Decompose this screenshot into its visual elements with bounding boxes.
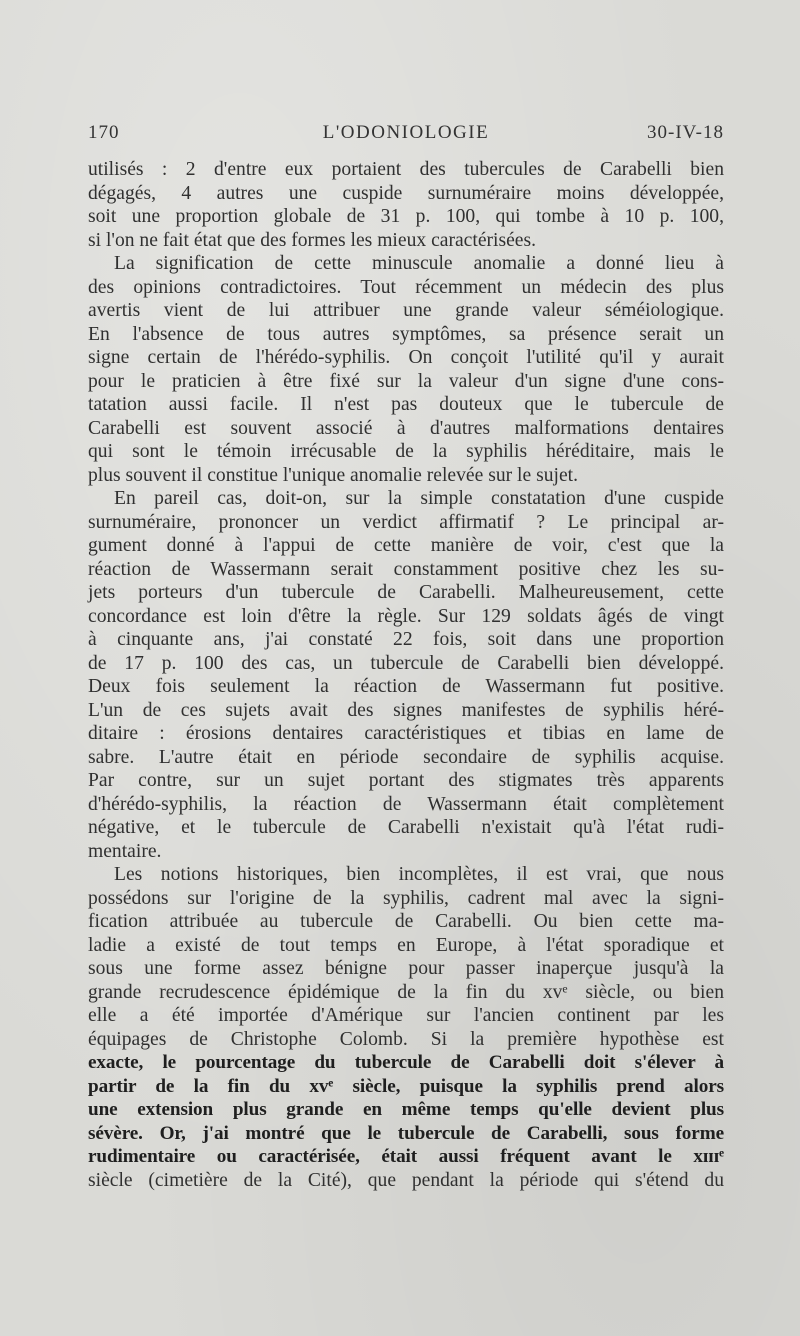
paragraph-start-line: Les notions historiques, bien incomplètes, il est vrai, que nous: [114, 864, 724, 885]
text-line: fication attribuée au tubercule de Carabelli. Ou bien cette ma-: [88, 911, 724, 932]
text-line: sabre. L'autre était en période secondaire de syphilis acquise.: [88, 746, 724, 768]
text-line: partir de la fin du xvᵉ siècle, puisque la syphilis prend alors: [88, 1075, 724, 1097]
text-line: signe certain de l'hérédo-syphilis. On conçoit l'utilité qu'il y aurait: [88, 347, 724, 368]
text-line: L'un de ces sujets avait des signes manifestes de syphilis héré-: [88, 699, 724, 721]
text-line: sévère. Or, j'ai montré que le tubercule de Carabelli, sous forme: [88, 1122, 724, 1144]
dark-print-region: [88, 1051, 724, 1192]
text-line: une extension plus grande en même temps qu'elle devient plus: [88, 1099, 724, 1120]
article-body: [88, 158, 724, 1192]
text-line: de 17 p. 100 des cas, un tubercule de Carabelli bien développé.: [88, 652, 724, 674]
text-line: elle a été importée d'Amérique sur l'ancien continent par les: [88, 1005, 724, 1026]
text-line: négative, et le tubercule de Carabelli n'existait qu'à l'état rudi-: [88, 817, 724, 838]
text-line: tatation aussi facile. Il n'est pas douteux que le tubercule de: [88, 394, 724, 415]
journal-title: L'ODONIOLOGIE: [322, 122, 490, 143]
text-line: gument donné à l'appui de cette manière de voir, c'est que la: [88, 535, 724, 556]
text-line: grande recrudescence épidémique de la fin du xvᵉ siècle, ou bien: [88, 981, 724, 1003]
text-line: qui sont le témoin irrécusable de la syphilis héréditaire, mais le: [88, 441, 724, 462]
text-line: soit une proportion globale de 31 p. 100, qui tombe à 10 p. 100,: [88, 206, 724, 227]
text-line: En l'absence de tous autres symptômes, sa présence serait un: [88, 323, 724, 345]
text-line: d'hérédo-syphilis, la réaction de Wassermann était complètement: [88, 793, 724, 815]
text-line: concordance est loin d'être la règle. Sur 129 soldats âgés de vingt: [88, 605, 724, 627]
text-line: réaction de Wassermann serait constamment positive chez les su-: [88, 558, 724, 580]
text-line: surnuméraire, prononcer un verdict affirmatif ? Le principal ar-: [88, 511, 724, 533]
text-line: avertis vient de lui attribuer une grande valeur séméiologique.: [88, 300, 724, 321]
text-line: si l'on ne fait état que des formes les mieux caractérisées.: [88, 229, 537, 251]
page-number: 170: [88, 122, 120, 143]
text-line: dégagés, 4 autres une cuspide surnuméraire moins développée,: [88, 182, 724, 204]
text-line: à cinquante ans, j'ai constaté 22 fois, soit dans une proportion: [88, 629, 724, 650]
issue-date: 30-IV-18: [647, 122, 724, 143]
text-line: Par contre, sur un sujet portant des stigmates très apparents: [88, 770, 724, 791]
text-line: équipages de Christophe Colomb. Si la première hypothèse est: [88, 1028, 724, 1050]
text-line: pour le praticien à être fixé sur la valeur d'un signe d'une cons-: [88, 370, 724, 392]
text-line: mentaire.: [88, 840, 162, 862]
text-line: des opinions contradictoires. Tout récemment un médecin des plus: [88, 276, 724, 298]
text-line: jets porteurs d'un tubercule de Carabelli. Malheureusement, cette: [88, 582, 724, 603]
text-line: Deux fois seulement la réaction de Wassermann fut positive.: [88, 676, 724, 697]
text-line: ditaire : érosions dentaires caractéristiques et tibias en lame de: [88, 723, 724, 744]
text-line: sous une forme assez bénigne pour passer inaperçue jusqu'à la: [88, 958, 724, 979]
text-line: ladie a existé de tout temps en Europe, à l'état sporadique et: [88, 934, 724, 956]
text-line: utilisés : 2 d'entre eux portaient des tubercules de Carabelli bien: [88, 159, 724, 180]
text-line: possédons sur l'origine de la syphilis, cadrent mal avec la signi-: [88, 887, 724, 909]
text-line: Carabelli est souvent associé à d'autres malformations dentaires: [88, 417, 724, 439]
text-line: rudimentaire ou caractérisée, était aussi fréquent avant le xɪɪɪᵉ: [88, 1146, 724, 1167]
paragraph-start-line: La signification de cette minuscule anomalie a donné lieu à: [114, 253, 724, 274]
text-line: exacte, le pourcentage du tubercule de Carabelli doit s'élever à: [88, 1052, 724, 1073]
text-line: siècle (cimetière de la Cité), que pendant la période qui s'étend du: [88, 1169, 724, 1191]
text-line: plus souvent il constitue l'unique anomalie relevée sur le sujet.: [88, 464, 578, 486]
paragraph-start-line: En pareil cas, doit-on, sur la simple constatation d'une cuspide: [114, 488, 724, 509]
running-header: [88, 122, 724, 146]
